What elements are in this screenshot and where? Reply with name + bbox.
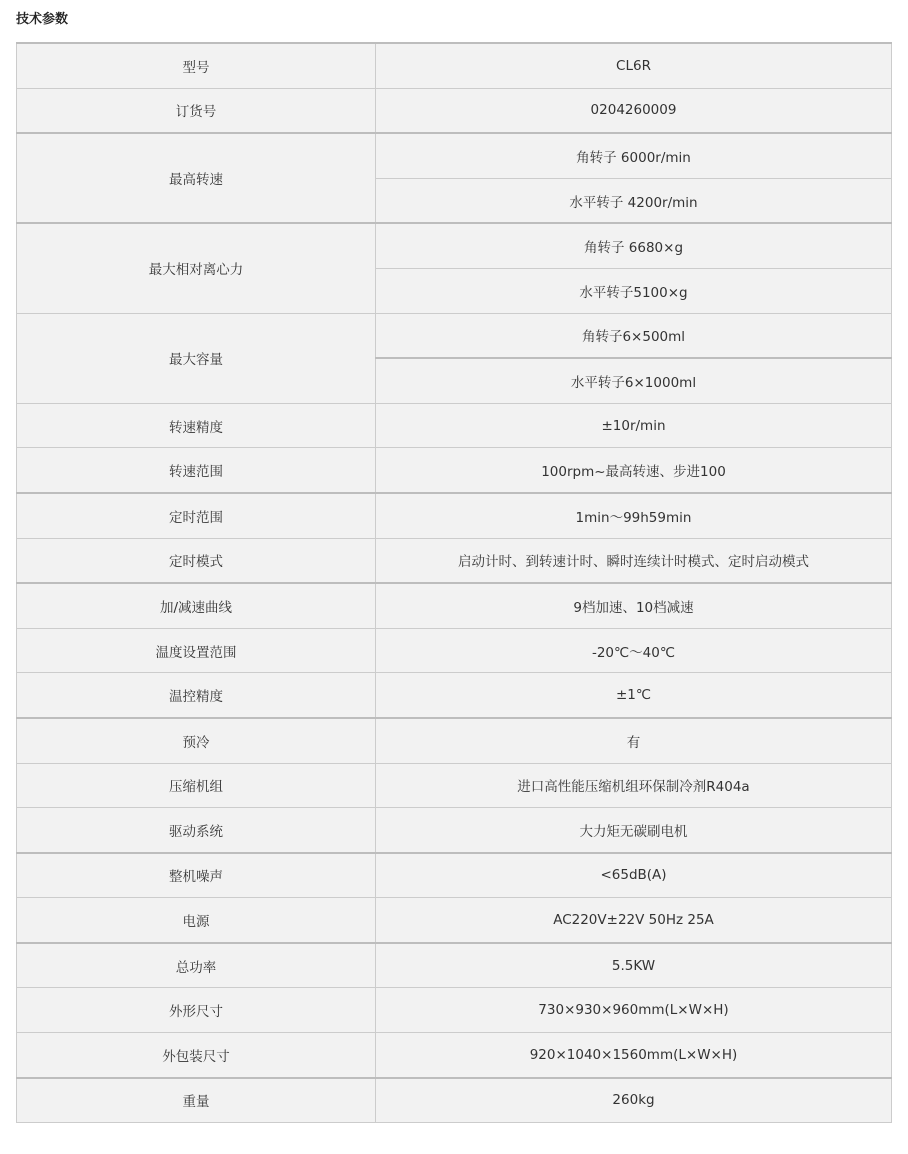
spec-label: 定时范围 (17, 493, 376, 538)
spec-label: 型号 (17, 43, 376, 88)
spec-label: 重量 (17, 1078, 376, 1123)
spec-value: 0204260009 (376, 88, 892, 133)
spec-row (17, 583, 892, 628)
spec-label: 外包装尺寸 (17, 1033, 376, 1078)
spec-value: 9档加速、10档减速 (376, 583, 892, 628)
spec-row (17, 943, 892, 988)
spec-label: 转速范围 (17, 448, 376, 493)
spec-value: 1min～99h59min (376, 493, 892, 538)
spec-value: -20℃～40℃ (376, 628, 892, 673)
spec-label: 压缩机组 (17, 763, 376, 808)
spec-value: 大力矩无碳刷电机 (376, 808, 892, 853)
spec-value: 260kg (376, 1078, 892, 1123)
spec-label: 总功率 (17, 943, 376, 988)
spec-value: 进口高性能压缩机组环保制冷剂R404a (376, 763, 892, 808)
spec-value: 100rpm~最高转速、步进100 (376, 448, 892, 493)
spec-row (17, 853, 892, 898)
spec-label: 外形尺寸 (17, 988, 376, 1033)
spec-row (17, 628, 892, 673)
spec-row (17, 1033, 892, 1078)
spec-row (17, 403, 892, 448)
spec-value: 5.5KW (376, 943, 892, 988)
spec-label: 最大容量 (17, 313, 376, 403)
spec-label: 电源 (17, 898, 376, 943)
spec-label: 最大相对离心力 (17, 223, 376, 313)
spec-value: 水平转子 4200r/min (376, 178, 892, 223)
spec-value: 角转子 6000r/min (376, 133, 892, 178)
spec-value: 730×930×960mm(L×W×H) (376, 988, 892, 1033)
spec-row (17, 988, 892, 1033)
spec-row (17, 763, 892, 808)
spec-label: 加/减速曲线 (17, 583, 376, 628)
spec-row (17, 808, 892, 853)
spec-row (17, 88, 892, 133)
spec-label: 整机噪声 (17, 853, 376, 898)
spec-value: <65dB(A) (376, 853, 892, 898)
spec-row (17, 133, 892, 178)
spec-value: 角转子 6680×g (376, 223, 892, 268)
spec-row (17, 673, 892, 718)
spec-row (17, 493, 892, 538)
spec-row (17, 538, 892, 583)
spec-value: 水平转子6×1000ml (376, 358, 892, 403)
spec-value: ±1℃ (376, 673, 892, 718)
spec-value: CL6R (376, 43, 892, 88)
spec-row (17, 448, 892, 493)
spec-row (17, 313, 892, 358)
spec-label: 定时模式 (17, 538, 376, 583)
spec-value: ±10r/min (376, 403, 892, 448)
spec-label: 驱动系统 (17, 808, 376, 853)
spec-row (17, 43, 892, 88)
spec-value: 920×1040×1560mm(L×W×H) (376, 1033, 892, 1078)
spec-value: AC220V±22V 50Hz 25A (376, 898, 892, 943)
spec-label: 订货号 (17, 88, 376, 133)
spec-value: 有 (376, 718, 892, 763)
spec-label: 最高转速 (17, 133, 376, 223)
spec-row (17, 1078, 892, 1123)
spec-value: 角转子6×500ml (376, 313, 892, 358)
spec-label: 预冷 (17, 718, 376, 763)
spec-row (17, 223, 892, 268)
spec-row (17, 898, 892, 943)
spec-value: 水平转子5100×g (376, 268, 892, 313)
spec-value: 启动计时、到转速计时、瞬时连续计时模式、定时启动模式 (376, 538, 892, 583)
spec-label: 温度设置范围 (17, 628, 376, 673)
spec-label: 转速精度 (17, 403, 376, 448)
spec-table (16, 42, 892, 1123)
spec-label: 温控精度 (17, 673, 376, 718)
section-title: 技术参数 (16, 12, 69, 27)
spec-row (17, 718, 892, 763)
